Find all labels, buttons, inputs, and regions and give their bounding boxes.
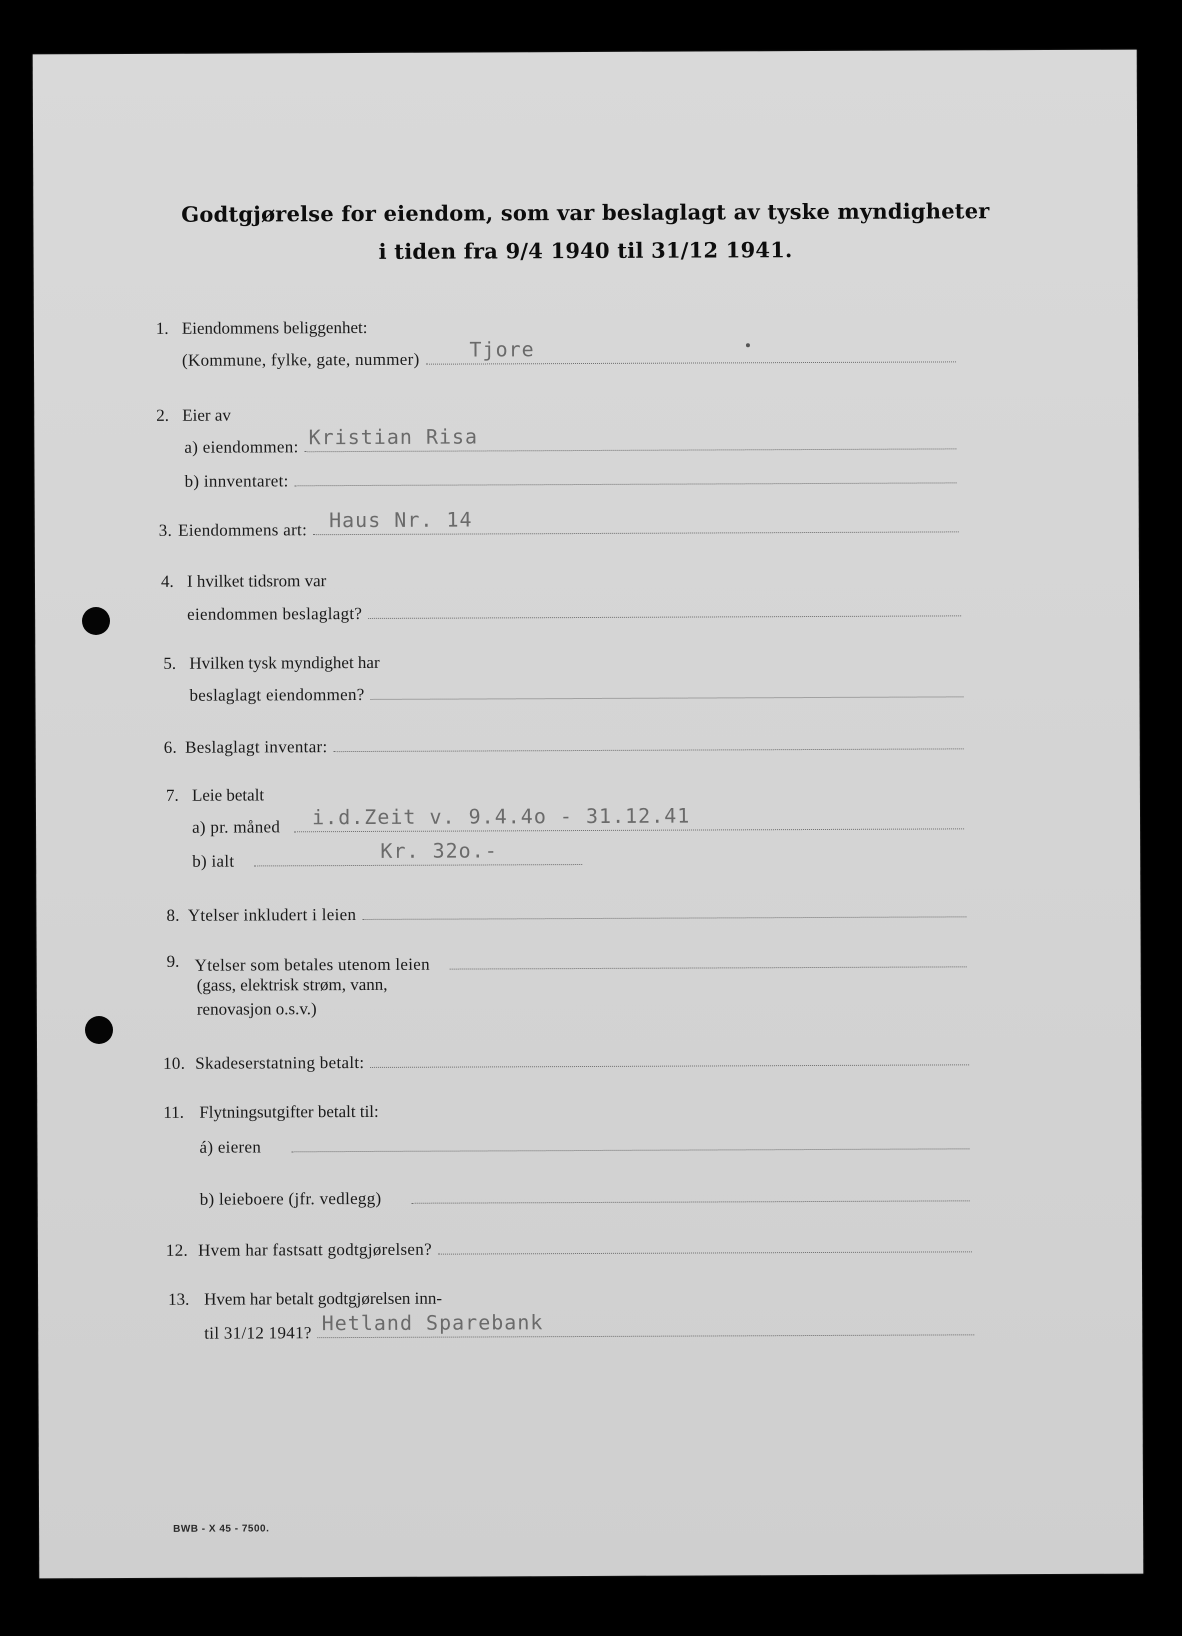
item-7-label: Leie betalt — [191, 785, 265, 805]
item-11-label: Flytningsutgifter betalt til: — [199, 1101, 379, 1122]
item-9-field[interactable] — [450, 948, 967, 969]
item-13-value: Hetland Sparebank — [321, 1310, 544, 1336]
item-10-number: 10. — [163, 1053, 186, 1073]
item-13-number: 13. — [168, 1289, 190, 1309]
item-5-label: Hvilken tysk myndighet har — [189, 652, 380, 673]
item-5-row — [189, 678, 963, 705]
form-title — [33, 192, 1137, 273]
item-3-label: Eiendommens art: — [178, 520, 308, 540]
item-8-field[interactable] — [362, 898, 966, 920]
item-2a-field[interactable] — [305, 424, 957, 452]
item-13-label: Hvem har betalt godtgjørelsen inn- — [204, 1288, 443, 1309]
item-9-row — [195, 948, 967, 975]
item-5-field[interactable] — [371, 678, 964, 700]
item-3-row — [158, 507, 959, 540]
printer-mark: BWB - X 45 - 7500. — [173, 1523, 270, 1535]
item-6-row — [164, 730, 964, 757]
item-11-number: 11. — [163, 1102, 184, 1122]
paper-speck — [746, 343, 750, 347]
item-11b-label: b) leieboere (jfr. vedlegg) — [199, 1188, 382, 1209]
item-1-field[interactable] — [425, 337, 956, 364]
title-line-2: i tiden fra 9/4 1940 til 31/12 1941. — [378, 237, 793, 264]
form-page — [33, 50, 1144, 1579]
item-12-field[interactable] — [438, 1233, 972, 1254]
item-11a-label: á) eieren — [199, 1137, 262, 1157]
punch-hole-upper — [82, 607, 110, 635]
item-13-row — [204, 1310, 974, 1343]
item-9-label: Ytelser som betales utenom leien — [194, 954, 430, 975]
item-12-label: Hvem har fastsatt godtgjørelsen? — [198, 1239, 432, 1260]
item-1-sublabel: (Kommune, fylke, gate, nummer) — [181, 349, 420, 370]
item-4-row — [187, 597, 961, 624]
item-12-row — [166, 1233, 972, 1261]
title-line-1: Godtgjørelse for eiendom, som var beslaglagt av tyske myndigheter — [181, 198, 990, 227]
item-10-row — [163, 1046, 969, 1074]
item-13-field[interactable] — [318, 1310, 975, 1338]
item-12-number: 12. — [165, 1240, 189, 1260]
item-6-field[interactable] — [333, 730, 963, 752]
item-4-label: I hvilket tidsrom var — [186, 571, 327, 591]
item-7-number: 7. — [165, 785, 179, 805]
item-8-label: Ytelser inkludert i leien — [187, 905, 357, 925]
item-7a-label: a) pr. måned — [192, 817, 281, 837]
item-5-number: 5. — [163, 653, 177, 673]
item-7b-label: b) ialt — [192, 851, 235, 871]
item-2a-value: Kristian Risa — [308, 424, 479, 450]
item-4-number: 4. — [160, 571, 174, 591]
item-8-row — [166, 898, 966, 925]
item-2b-field[interactable] — [295, 464, 957, 486]
item-1-label: Eiendommens beliggenhet: — [181, 317, 368, 338]
item-1-row — [181, 337, 956, 370]
item-6-label: Beslaglagt inventar: — [185, 737, 328, 757]
item-2a-label: a) eiendommen: — [184, 437, 299, 457]
item-11a-field[interactable] — [291, 1130, 969, 1152]
item-7a-row — [192, 803, 964, 837]
item-7b-row — [192, 838, 582, 872]
item-10-field[interactable] — [370, 1046, 969, 1068]
item-10-label: Skadeserstatning betalt: — [195, 1052, 365, 1073]
item-2b-label: b) innventaret: — [184, 471, 289, 491]
item-2-number: 2. — [156, 405, 170, 425]
item-7b-value: Kr. 32o.- — [380, 838, 498, 863]
item-2b-row — [184, 464, 956, 491]
item-7a-value: i.d.Zeit v. 9.4.4o - 31.12.41 — [312, 803, 691, 830]
item-3-value: Haus Nr. 14 — [328, 507, 473, 533]
item-8-number: 8. — [166, 905, 180, 925]
item-13-sublabel: til 31/12 1941? — [204, 1323, 312, 1343]
item-11a-row — [199, 1130, 969, 1157]
item-4-field[interactable] — [368, 597, 961, 619]
item-6-number: 6. — [163, 737, 178, 757]
item-11b-field[interactable] — [411, 1182, 969, 1203]
item-3-number: 3. — [158, 520, 173, 540]
item-9-number: 9. — [166, 951, 180, 971]
item-2a-row — [184, 424, 956, 457]
item-11b-row — [200, 1182, 970, 1209]
item-2-label: Eier av — [182, 405, 231, 425]
item-9-sublabel-1: (gass, elektrisk strøm, vann, — [196, 974, 388, 995]
item-1-number: 1. — [155, 318, 169, 338]
punch-hole-lower — [85, 1016, 113, 1044]
item-3-field[interactable] — [313, 507, 959, 535]
item-7b-field[interactable] — [254, 838, 582, 866]
item-5-sublabel: beslaglagt eiendommen? — [189, 684, 365, 705]
item-1-value: Tjore — [469, 337, 535, 362]
item-7a-field[interactable] — [294, 803, 964, 832]
item-4-sublabel: eiendommen beslaglagt? — [187, 603, 363, 624]
item-9-sublabel-2: renovasjon o.s.v.) — [196, 999, 317, 1019]
